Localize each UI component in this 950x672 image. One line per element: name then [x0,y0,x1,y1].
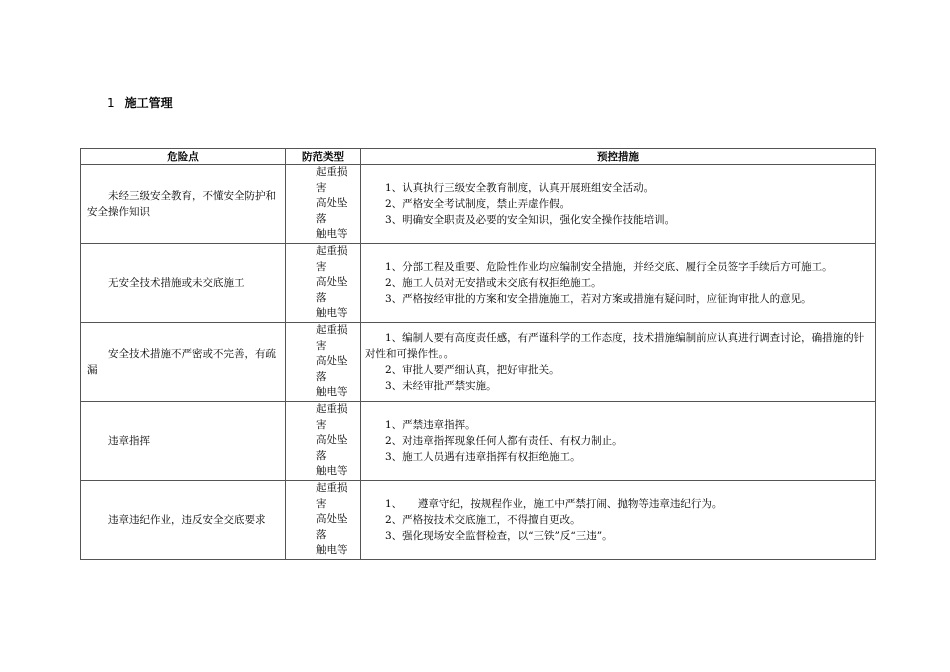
table-row [81,244,876,323]
prevention-type-cell [286,244,361,323]
hazard-cell [81,481,286,560]
type-line: 落 [316,449,327,462]
type-line: 起重损 [316,166,348,179]
table-row [81,165,876,244]
risk-control-table [80,148,876,560]
hazard-text: 未经三级安全教育，不懂安全防护和安全操作知识 [87,190,276,218]
hazard-text: 安全技术措施不严密或不完善，有疏漏 [87,348,276,376]
prevention-type-cell [286,323,361,402]
prevention-type-cell [286,481,361,560]
measure-item: 1、 遵章守纪，按规程作业，施工中严禁打闹、抛物等违章违纪行为。 [385,498,723,510]
measure-item: 1、编制人要有高度责任感，有严谨科学的工作态度，技术措施编制前应认真进行调查讨论，确措施的针对性和可操作性。。 [365,332,865,360]
header-control-measures: 预控措施 [361,149,876,165]
measures-cell [361,402,876,481]
section-number: 1 [107,96,115,110]
measure-item: 3、强化现场安全监督检查，以“三铁”反“三违”。 [385,530,613,542]
measure-item: 2、对违章指挥现象任何人都有责任、有权力制止。 [385,435,623,447]
prevention-type-cell [286,165,361,244]
table-row [81,481,876,560]
type-line: 落 [316,291,327,304]
type-line: 落 [316,212,327,225]
type-line: 高处坠 [316,513,348,526]
type-line: 害 [316,181,327,194]
type-line: 触电等 [316,465,348,478]
type-line: 落 [316,370,327,383]
measure-item: 1、分部工程及重要、危险性作业均应编制安全措施，并经交底、履行全员签字手续后方可施工。 [385,261,833,273]
type-line: 起重损 [316,482,348,495]
hazard-text: 违章指挥 [108,435,150,447]
type-line: 害 [316,497,327,510]
measures-cell [361,323,876,402]
measure-item: 3、未经审批严禁实施。 [385,380,497,392]
hazard-text: 无安全技术措施或未交底施工 [108,277,245,289]
measure-item: 3、施工人员遇有违章指挥有权拒绝施工。 [385,451,581,463]
type-line: 高处坠 [316,276,348,289]
section-heading [107,94,173,111]
hazard-cell [81,402,286,481]
measure-item: 1、严禁违章指挥。 [385,419,476,431]
header-hazard: 危险点 [81,149,286,165]
table-header-row [81,149,876,165]
header-prevention-type: 防范类型 [286,149,361,165]
hazard-cell [81,244,286,323]
type-line: 触电等 [316,307,348,320]
prevention-type-cell [286,402,361,481]
type-line: 害 [316,339,327,352]
type-line: 起重损 [316,245,348,258]
measures-cell [361,244,876,323]
section-title: 施工管理 [124,96,173,110]
measure-item: 2、施工人员对无安措或未交底有权拒绝施工。 [385,277,602,289]
measures-cell [361,481,876,560]
measure-item: 1、认真执行三级安全教育制度，认真开展班组安全活动。 [385,182,655,194]
type-line: 高处坠 [316,197,348,210]
type-line: 触电等 [316,228,348,241]
table-row [81,323,876,402]
type-line: 起重损 [316,403,348,416]
table-row [81,402,876,481]
type-line: 高处坠 [316,434,348,447]
type-line: 害 [316,418,327,431]
measure-item: 2、严格安全考试制度，禁止弄虚作假。 [385,198,571,210]
type-line: 高处坠 [316,355,348,368]
measure-item: 2、严格按技术交底施工，不得擅自更改。 [385,514,581,526]
hazard-text: 违章违纪作业，违反安全交底要求 [108,514,266,526]
type-line: 落 [316,528,327,541]
hazard-cell [81,323,286,402]
hazard-cell [81,165,286,244]
type-line: 触电等 [316,386,348,399]
measure-item: 3、明确安全职责及必要的安全知识，强化安全操作技能培训。 [385,214,676,226]
type-line: 起重损 [316,324,348,337]
type-line: 害 [316,260,327,273]
type-line: 触电等 [316,544,348,557]
measure-item: 2、审批人要严细认真，把好审批关。 [385,364,560,376]
measure-item: 3、严格按经审批的方案和安全措施施工，若对方案或措施有疑问时，应征询审批人的意见。 [385,293,812,305]
measures-cell [361,165,876,244]
